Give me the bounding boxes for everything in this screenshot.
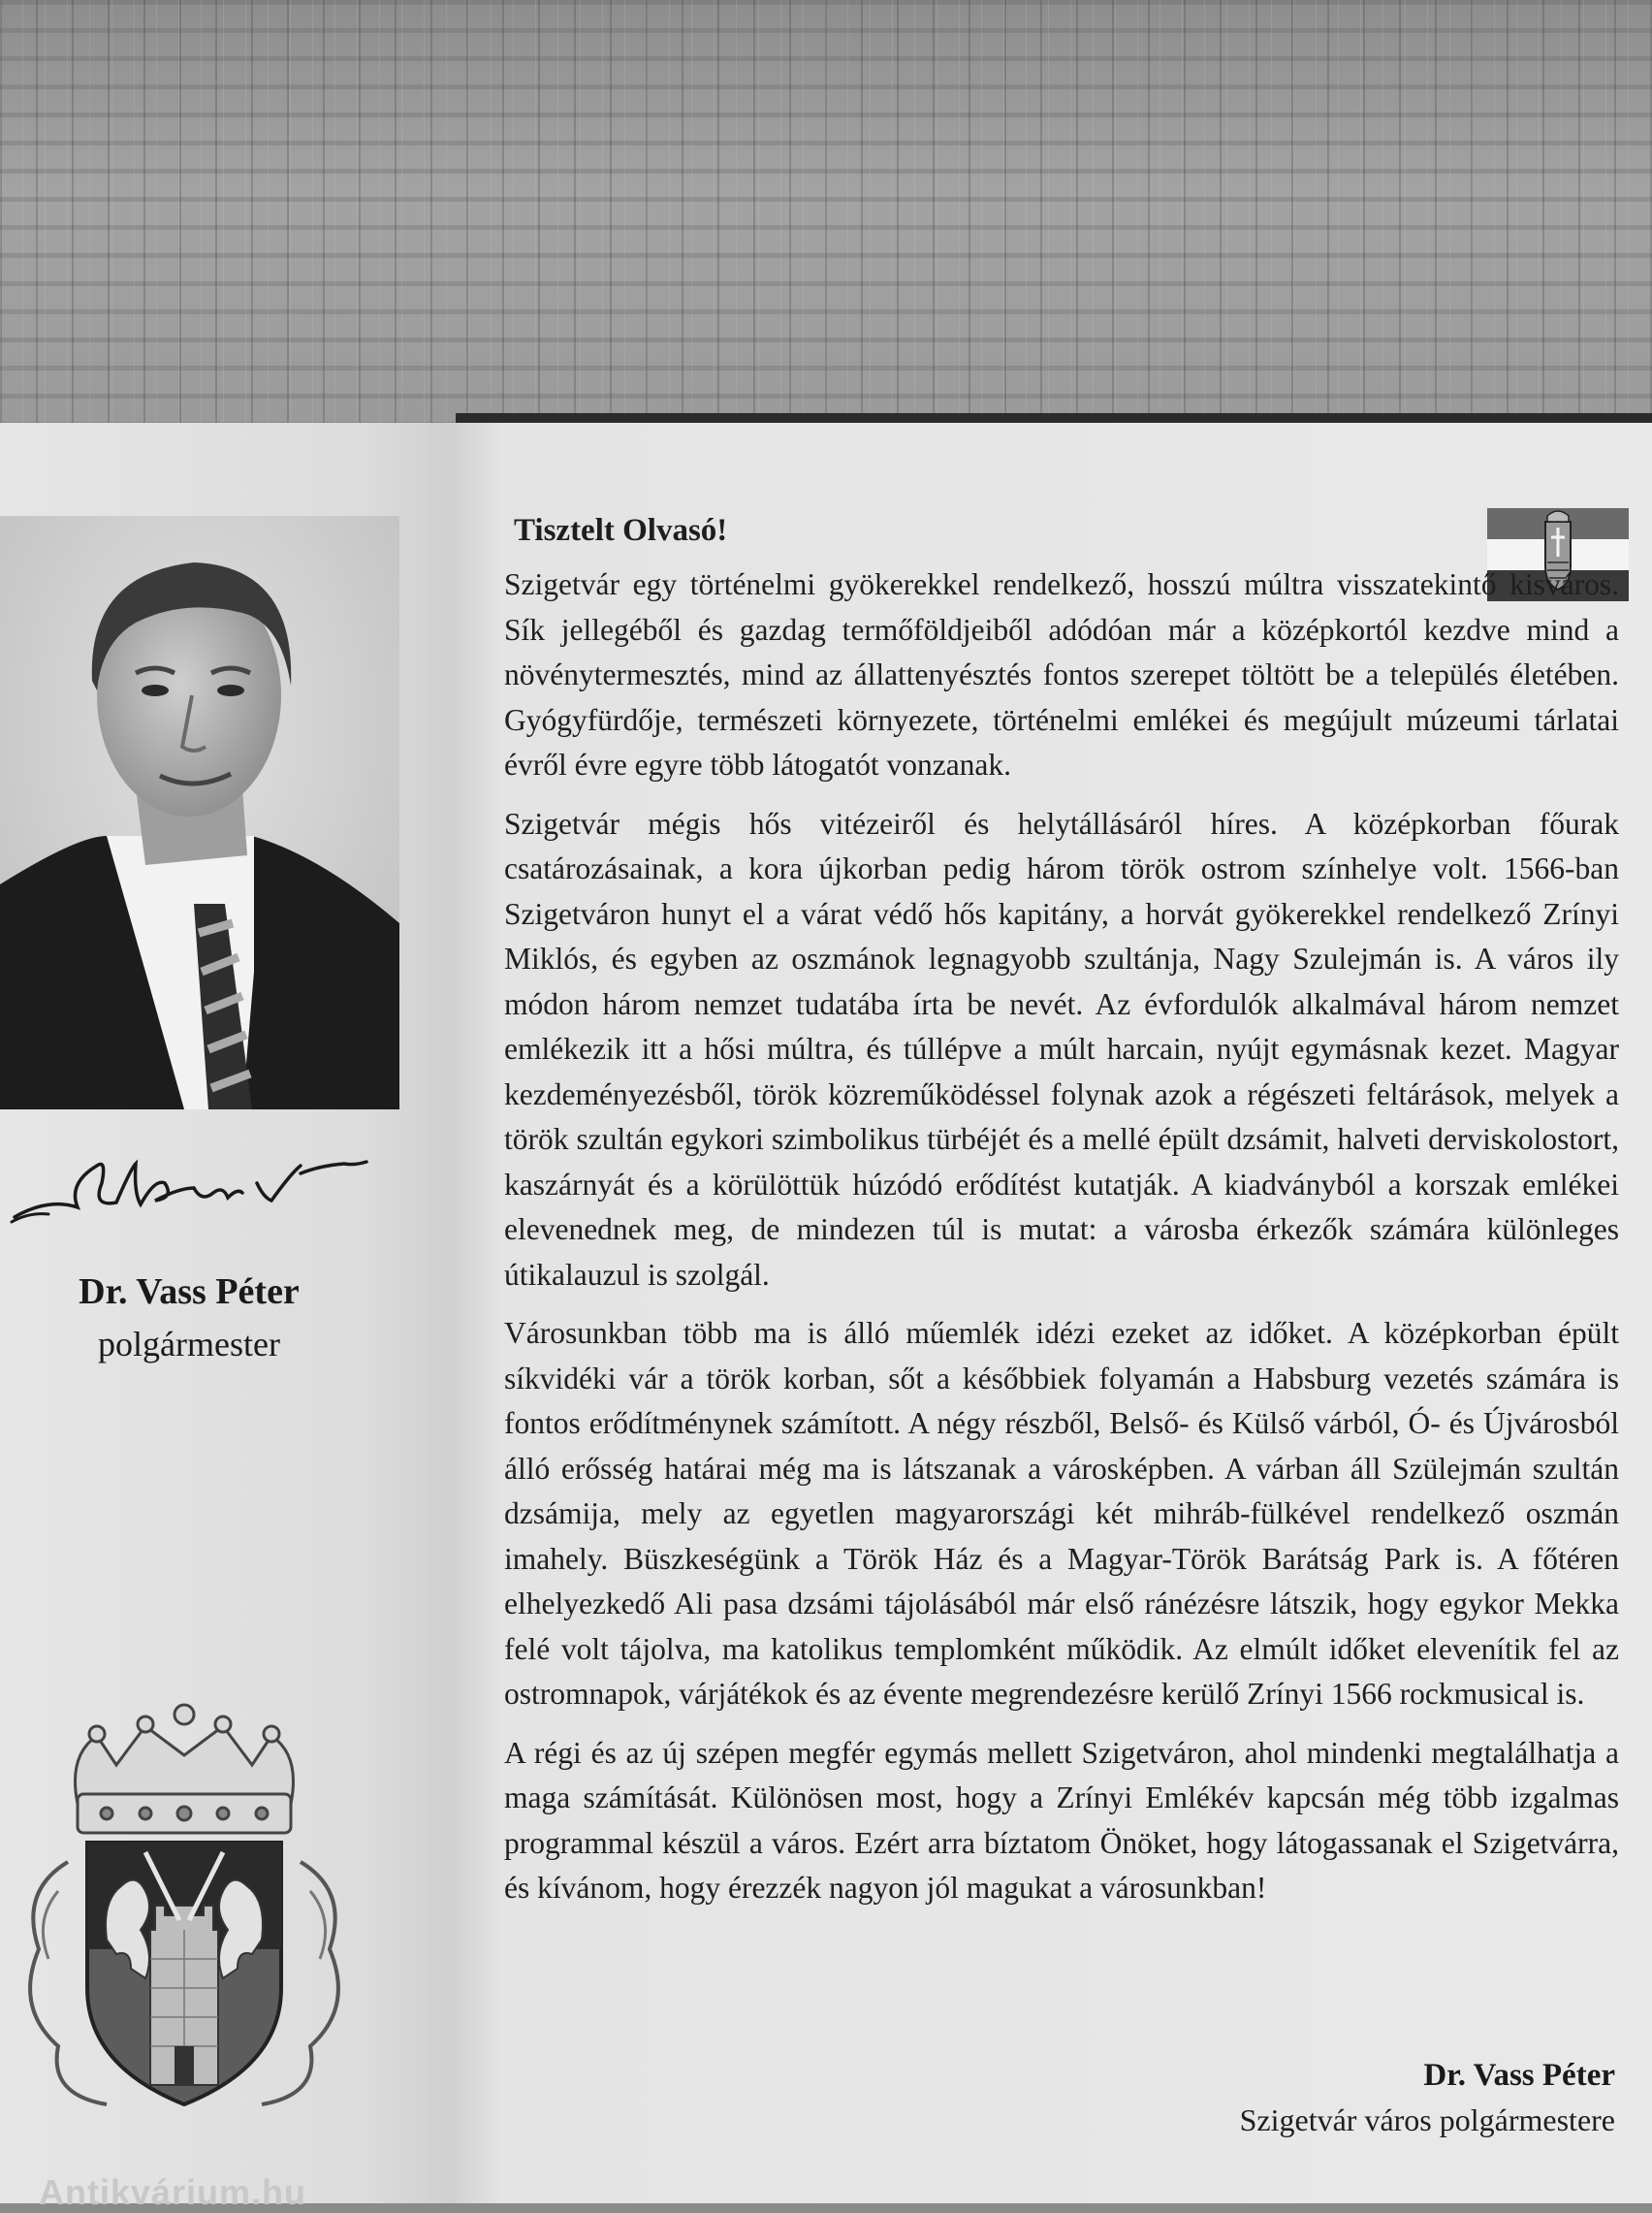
letter-paragraph-2: Szigetvár mégis hős vitézeiről és helytállásáról híres. A középkorban főurak csatározásainak, a kora újkorban pedig három török ostrom színhelye volt. 1566-ban Szigetváron hunyt el a várat védő hős kapitány, a horvát gyökerekkel rendelkező Zrínyi Miklós, és egyben az oszmánok legnagyobb szultánja, Nagy Szulejmán is. A város ily módon három nemzet tudatába írta be nevét. Az évfordulók alkalmával három nemzet emlékezik itt a hősi múltra, és túllépve a múlt harcain, nyújt egymásnak kezet. Magyar kezdeményezésből, török közreműködéssel folynak azok a régészeti feltárások, melyek a török szultán egykori szimbolikus türbéjét és a mellé épült dzsámit, halveti derviskolostort, kaszárnyát és a körülöttük húzódó erődítést kutatják. A kiadványból a korszak emlékei elevenednek meg, de mindezen túl is mutat: a városba érkezők számára különleges útikalauzul is szolgál. bbox=[504, 806, 1619, 1292]
letter-paragraph-1: Szigetvár egy történelmi gyökerekkel rendelkező, hosszú múltra visszatekintő kisváros. Sík jellegéből és gazdag termőföldjeiből adódóan már a középkortól kezdve mind a növénytermesztés, mind az állattenyésztés fontos szerepet töltött be a település életében. Gyógyfürdője, természeti környezete, történelmi emlékei és megújult múzeumi tárlatai évről évre egyre több látogatót vonzanak. bbox=[504, 567, 1619, 782]
letter-body bbox=[504, 508, 1619, 1925]
letter-paragraph-4: A régi és az új szépen megfér egymás mellett Szigetváron, ahol mindenki megtalálhatja a maga számítását. Különösen most, hogy a Zrínyi Emlékév kapcsán még több izgalmas programmal készül a város. Ezért arra bíztatom Önöket, hogy látogassanak el Szigetvárra, és kívánom, hogy érezzék nagyon jól magukat a városunkban! bbox=[504, 1735, 1619, 1905]
letter-greeting: Tisztelt Olvasó! bbox=[514, 513, 728, 548]
mayor-portrait-photo bbox=[0, 516, 399, 1109]
mayor-signature bbox=[10, 1144, 378, 1232]
letter-signature-name: Dr. Vass Péter bbox=[1423, 2058, 1615, 2093]
letter-paragraph-3: Városunkban több ma is álló műemlék idézi ezeket az időket. A középkorban épült síkvidéki vár a török korban, sőt a későbbiek folyamán a Habsburg vezetés számára is fontos erődítménynek számított. A négy részből, Belső- és Külső várból, Ó- és Újvárosból álló erősség határai még ma is látszanak a városképben. A várban áll Szülejmán szultán dzsámija, mely az egyetlen magyarországi két mihráb-fülkével rendelkező oszmán imahely. Büszkeségünk a Török Ház és a Magyar-Török Barátság Park is. A főtéren elhelyezkedő Ali pasa dzsámi tájolásából már első ránézésre látszik, hogy egykor Mekka felé volt tájolva, ma katolikus templomként működik. Az elmúlt időket elevenítik fel az ostromnapok, várjátékok és az évente megrendezésre kerülő Zrínyi 1566 rockmusical is. bbox=[504, 1316, 1619, 1711]
letter-signature-title: Szigetvár város polgármestere bbox=[1239, 2102, 1615, 2137]
szigetvar-coat-of-arms bbox=[10, 1697, 359, 2124]
wooden-table-background bbox=[0, 0, 1652, 427]
mayor-title-left: polgármester bbox=[98, 1325, 280, 1363]
antikvarium-watermark: Antikvárium.hu bbox=[39, 2172, 307, 2212]
mayor-name-left: Dr. Vass Péter bbox=[79, 1271, 300, 1312]
